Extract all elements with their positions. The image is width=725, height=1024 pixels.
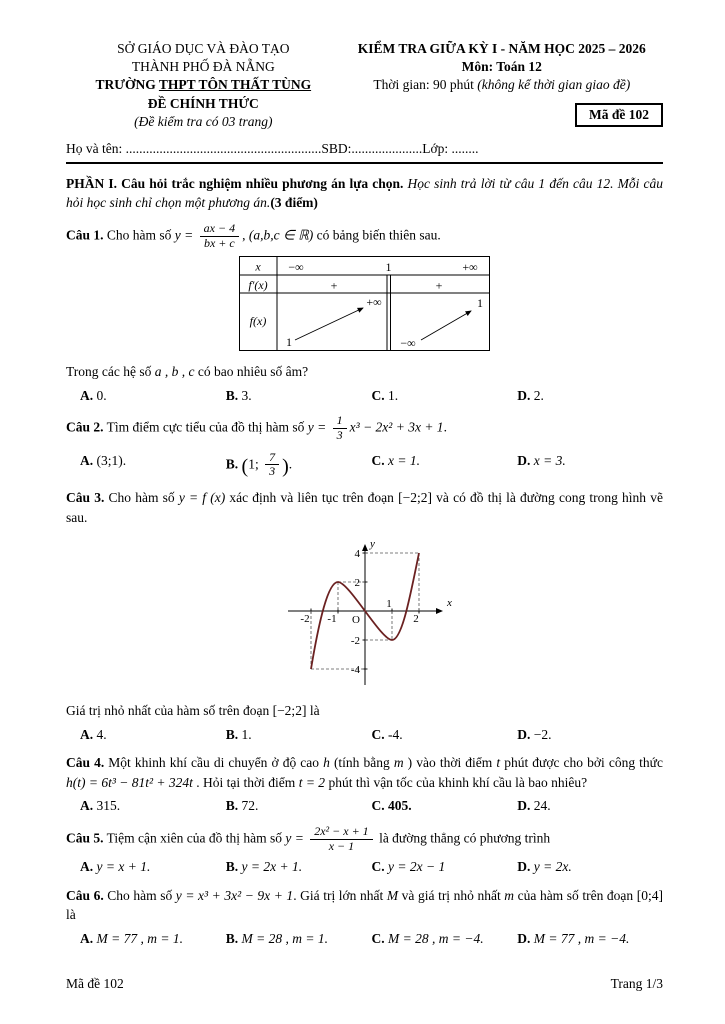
option-b: B. (1; $\frac{7}{3}$ ). — [225, 449, 293, 479]
svg-text:4: 4 — [354, 548, 360, 561]
svg-text:O: O — [351, 614, 360, 627]
duration-line: Thời gian: 90 phút (không kể thời gian giao đề) — [373, 77, 631, 93]
function-graph — [270, 533, 460, 691]
school-block — [66, 40, 341, 131]
svg-text:-2: -2 — [350, 635, 360, 648]
question-2-options — [66, 451, 663, 480]
option-b: B. 3. — [225, 387, 252, 403]
svg-text:+: + — [330, 278, 337, 293]
question-1-options — [66, 386, 663, 406]
svg-text:1: 1 — [285, 335, 292, 350]
svg-text:f(x): f(x) — [249, 314, 266, 329]
city-line: THÀNH PHỐ ĐÀ NẴNG — [131, 59, 275, 75]
part1-title: PHẦN I. Câu hỏi trắc nghiệm nhiều phương án lựa chọn. Học sinh trả lời từ câu 1 đến câu 12. Mỗi câu hỏi học sinh chỉ chọn một phương án.(3 điểm) — [66, 175, 663, 211]
question-1-stem: Câu 1. Cho hàm số y = $\frac{ax - 4}{bx + c}$ , (a,b,c ∈ ℝ) có bảng biến thiên sau. — [66, 220, 441, 250]
question-5 — [66, 825, 663, 877]
question-1 — [66, 222, 663, 405]
svg-text:y: y — [369, 538, 375, 551]
option-c: C. 1. — [371, 387, 399, 403]
department-line: SỞ GIÁO DỤC VÀ ĐÀO TẠO — [117, 41, 290, 56]
svg-text:+∞: +∞ — [461, 260, 478, 275]
school-name: TRƯỜNG THPT TÔN THẤT TÙNG — [95, 77, 312, 93]
header-divider — [66, 162, 663, 164]
question-2 — [66, 414, 663, 479]
question-6-number: Câu 6. — [66, 887, 104, 903]
exam-code-box: Mã đề 102 — [575, 103, 663, 127]
official-exam-label: ĐỀ CHÍNH THỨC — [147, 95, 259, 111]
option-d: D. M = 77 , m = −4. — [517, 931, 630, 947]
exam-title-block — [341, 40, 663, 131]
svg-text:+∞: +∞ — [365, 295, 382, 310]
footer-page-number: Trang 1/3 — [610, 976, 663, 992]
option-c: C. 405. — [371, 798, 412, 814]
variation-table-figure — [66, 256, 663, 358]
left-paren: ( — [241, 455, 249, 478]
question-5-number: Câu 5. — [66, 830, 104, 846]
svg-text:1: 1 — [385, 260, 391, 275]
question-5-stem: Câu 5. Tiệm cận xiên của đồ thị hàm số y = $\frac{\text{2x² − x + 1}}{x - 1}$ là đường thẳng có phương trình — [66, 823, 551, 853]
svg-text:1: 1 — [476, 296, 483, 311]
option-c: C. y = 2x − 1 — [371, 859, 446, 875]
page-footer — [66, 974, 663, 994]
question-6-stem: Câu 6. Cho hàm số y = x³ + 3x² − 9x + 1. Giá trị lớn nhất M và giá trị nhỏ nhất m của hàm số trên đoạn [0;4] là — [66, 887, 663, 923]
question-3-stem: Câu 3. Cho hàm số y = f (x) xác định và liên tục trên đoạn [−2;2] và có đồ thị là đường cong trong hình vẽ sau. — [66, 490, 663, 525]
option-c: C. x = 1. — [371, 452, 420, 468]
option-d: D. 2. — [517, 387, 544, 403]
question-4 — [66, 753, 663, 816]
svg-text:2: 2 — [412, 613, 419, 626]
svg-text:x: x — [446, 597, 452, 610]
option-d: D. y = 2x. — [517, 859, 572, 875]
exam-header — [66, 40, 663, 131]
fraction: $\frac{1}{3}$ — [333, 414, 347, 443]
svg-text:2: 2 — [354, 577, 360, 590]
svg-text:-4: -4 — [350, 664, 360, 677]
option-d: D. x = 3. — [517, 452, 566, 468]
question-3 — [66, 488, 663, 744]
question-4-stem: Câu 4. Một khinh khí cầu di chuyển ở độ cao h (tính bằng m ) vào thời điểm t phút được cho bởi công thức h(t) = 6t³ − 81t² + 324t . Hỏi tại thời điểm t = 2 phút thì vận tốc của khinh khí cầu là bao nhiêu? — [66, 755, 663, 790]
option-b: B. 1. — [225, 726, 252, 742]
question-6-options — [66, 929, 663, 949]
option-c: C. -4. — [371, 726, 403, 742]
question-1-prompt: Trong các hệ số a , b , c có bao nhiêu số âm? — [66, 363, 309, 379]
option-b: B. M = 28 , m = 1. — [225, 931, 328, 947]
question-2-number: Câu 2. — [66, 419, 104, 435]
question-4-number: Câu 4. — [66, 755, 105, 771]
function-graph-figure — [66, 533, 663, 697]
option-a: A. y = x + 1. — [80, 859, 151, 875]
svg-text:+: + — [435, 278, 442, 293]
page-count-note: (Đề kiểm tra có 03 trang) — [134, 113, 273, 129]
svg-text:−∞: −∞ — [287, 260, 304, 275]
footer-exam-code: Mã đề 102 — [66, 976, 124, 992]
svg-text:f′(x): f′(x) — [247, 278, 268, 293]
fraction: $\frac{\text{2x² − x + 1}}{x - 1}$ — [310, 825, 372, 854]
variation-table — [239, 256, 491, 352]
exam-code-row — [341, 103, 663, 127]
question-6 — [66, 886, 663, 949]
exam-title: KIỂM TRA GIỮA KỲ I - NĂM HỌC 2025 – 2026 — [357, 41, 646, 56]
option-a: A. M = 77 , m = 1. — [80, 931, 183, 947]
option-a: A. 0. — [80, 387, 107, 403]
question-3-prompt: Giá trị nhỏ nhất của hàm số trên đoạn [−2;2] là — [66, 702, 320, 718]
question-1-number: Câu 1. — [66, 227, 104, 243]
question-2-stem: Câu 2. Tìm điểm cực tiểu của đồ thị hàm số y = $\frac{1}{3}$ x³ − 2x² + 3x + 1. — [66, 413, 447, 442]
question-5-options — [66, 857, 663, 877]
svg-text:-1: -1 — [326, 613, 337, 626]
subject-line: Môn: Toán 12 — [461, 59, 542, 75]
question-4-options — [66, 796, 663, 816]
option-d: D. 24. — [517, 798, 551, 814]
svg-text:1: 1 — [385, 598, 392, 611]
option-d: D. −2. — [517, 726, 552, 742]
option-c: C. M = 28 , m = −4. — [371, 931, 484, 947]
option-a: A. 4. — [80, 726, 107, 742]
option-b: B. 72. — [225, 798, 259, 814]
question-3-number: Câu 3. — [66, 490, 105, 506]
svg-text:x: x — [254, 259, 261, 274]
right-paren: ) — [282, 455, 289, 478]
option-a: A. 315. — [80, 798, 121, 814]
svg-text:−∞: −∞ — [399, 336, 416, 351]
option-b: B. y = 2x + 1. — [225, 859, 303, 875]
option-a: A. (3;1). — [80, 452, 127, 468]
fraction: $\frac{7}{3}$ — [265, 451, 279, 480]
student-info-line: Họ và tên: ..........................................................SBD:.....................Lớp: ........ — [66, 141, 479, 157]
fraction: $\frac{ax - 4}{bx + c}$ — [200, 222, 239, 251]
question-3-options — [66, 725, 663, 745]
svg-text:-2: -2 — [299, 613, 310, 626]
